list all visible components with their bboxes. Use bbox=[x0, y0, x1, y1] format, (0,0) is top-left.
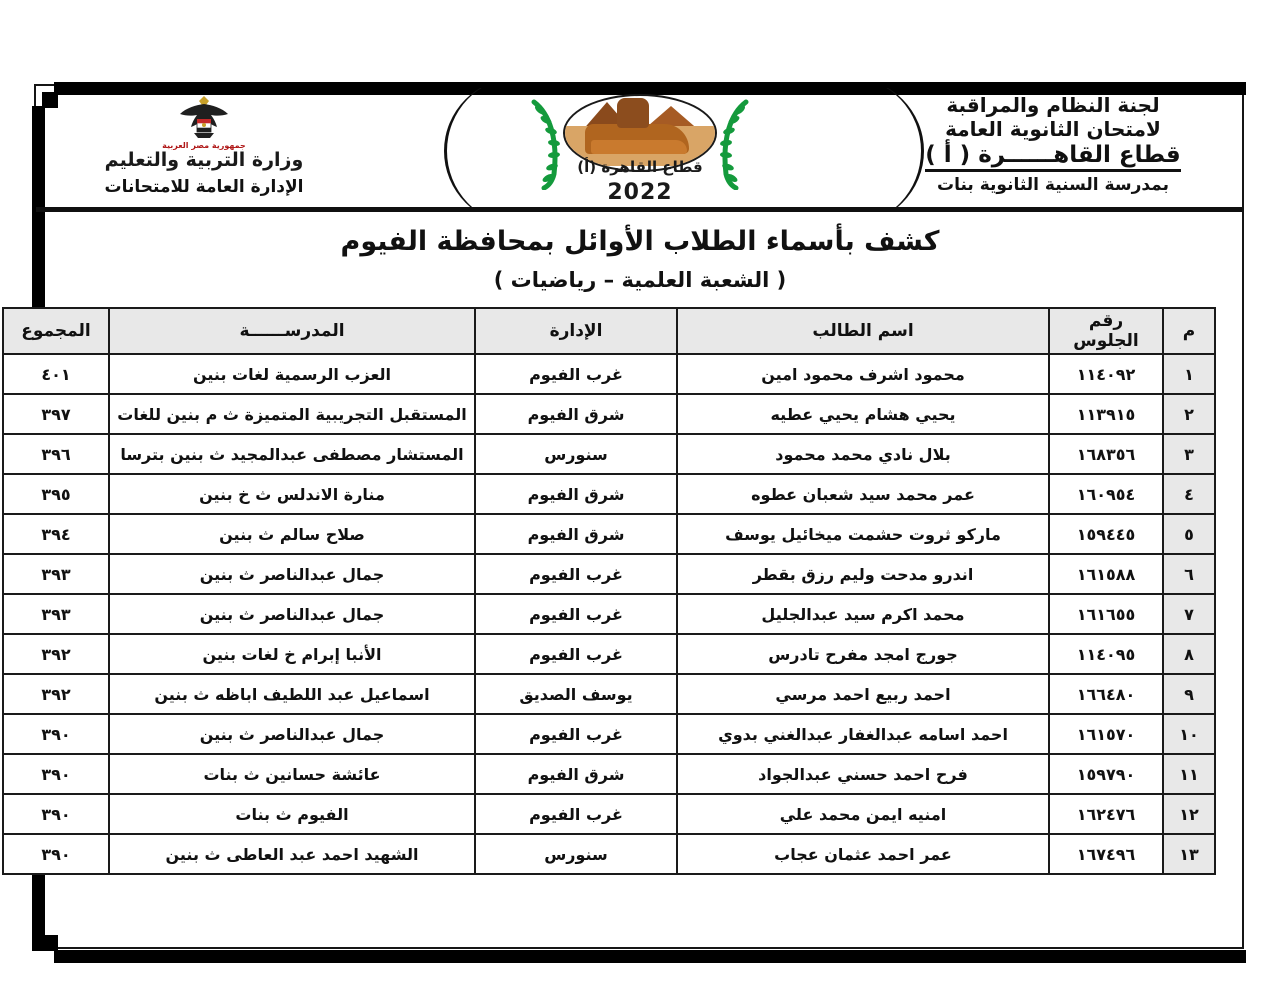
cell-student-name: ماركو ثروت حشمت ميخائيل يوسف bbox=[677, 514, 1049, 554]
committee-sector bbox=[888, 142, 1218, 169]
cell-administration: شرق الفيوم bbox=[475, 394, 677, 434]
table-row bbox=[3, 354, 1215, 394]
cell-index: ٢ bbox=[1163, 394, 1215, 434]
cell-seat-number: ١٦٦٤٨٠ bbox=[1049, 674, 1163, 714]
cell-student-name: بلال نادي محمد محمود bbox=[677, 434, 1049, 474]
frame-bar-bottom bbox=[54, 950, 1246, 963]
top-students-table bbox=[2, 307, 1216, 875]
table-row bbox=[3, 594, 1215, 634]
table-row bbox=[3, 434, 1215, 474]
table-row bbox=[3, 554, 1215, 594]
cell-index: ٨ bbox=[1163, 634, 1215, 674]
table-row bbox=[3, 714, 1215, 754]
cell-school: عائشة حسانين ث بنات bbox=[109, 754, 475, 794]
cell-seat-number: ١٦١٥٨٨ bbox=[1049, 554, 1163, 594]
cell-administration: شرق الفيوم bbox=[475, 474, 677, 514]
cell-index: ٤ bbox=[1163, 474, 1215, 514]
cell-total: ٣٩٢ bbox=[3, 674, 109, 714]
cell-school: صلاح سالم ث بنين bbox=[109, 514, 475, 554]
cell-student-name: احمد اسامه عبدالغفار عبدالغني بدوي bbox=[677, 714, 1049, 754]
cell-seat-number: ١٥٩٤٤٥ bbox=[1049, 514, 1163, 554]
table-header bbox=[3, 308, 1215, 354]
cell-school: جمال عبدالناصر ث بنين bbox=[109, 554, 475, 594]
column-header-student-name: اسم الطالب bbox=[677, 308, 1049, 354]
ministry-header-block bbox=[54, 92, 354, 197]
cell-administration: غرب الفيوم bbox=[475, 594, 677, 634]
cell-total: ٣٩٠ bbox=[3, 754, 109, 794]
cell-total: ٣٩٤ bbox=[3, 514, 109, 554]
column-header-administration: الإدارة bbox=[475, 308, 677, 354]
cell-student-name: احمد ربيع احمد مرسي bbox=[677, 674, 1049, 714]
cell-index: ٩ bbox=[1163, 674, 1215, 714]
table-row bbox=[3, 514, 1215, 554]
cell-student-name: جورج امجد مفرح تادرس bbox=[677, 634, 1049, 674]
sector-emblem bbox=[500, 86, 780, 214]
cell-index: ١٠ bbox=[1163, 714, 1215, 754]
cell-seat-number: ١٦٨٣٥٦ bbox=[1049, 434, 1163, 474]
cell-total: ٣٩٣ bbox=[3, 594, 109, 634]
cell-seat-number: ١٥٩٧٩٠ bbox=[1049, 754, 1163, 794]
cell-school: جمال عبدالناصر ث بنين bbox=[109, 714, 475, 754]
cell-index: ١٣ bbox=[1163, 834, 1215, 874]
column-header-total: المجموع bbox=[3, 308, 109, 354]
table-row bbox=[3, 674, 1215, 714]
table-row bbox=[3, 754, 1215, 794]
cell-student-name: فرح احمد حسني عبدالجواد bbox=[677, 754, 1049, 794]
cell-student-name: محمود اشرف محمود امين bbox=[677, 354, 1049, 394]
cell-school: جمال عبدالناصر ث بنين bbox=[109, 594, 475, 634]
cell-administration: شرق الفيوم bbox=[475, 514, 677, 554]
cell-total: ٣٩٠ bbox=[3, 834, 109, 874]
cell-student-name: محمد اكرم سيد عبدالجليل bbox=[677, 594, 1049, 634]
cell-student-name: عمر احمد عثمان عجاب bbox=[677, 834, 1049, 874]
emblem-caption: قطاع القاهرة (أ) bbox=[577, 158, 703, 176]
cell-administration: غرب الفيوم bbox=[475, 354, 677, 394]
cell-seat-number: ١٦٢٤٧٦ bbox=[1049, 794, 1163, 834]
cell-total: ٣٩٢ bbox=[3, 634, 109, 674]
sphinx-head bbox=[617, 98, 649, 128]
table-header-row bbox=[3, 308, 1215, 354]
table-row bbox=[3, 634, 1215, 674]
ministry-name-label: وزارة التربية والتعليم bbox=[104, 149, 304, 171]
page-subtitle: ( الشعبة العلمية – رياضيات ) bbox=[493, 268, 787, 292]
table-body bbox=[3, 354, 1215, 874]
cell-total: ٣٩٥ bbox=[3, 474, 109, 514]
table-row bbox=[3, 834, 1215, 874]
cell-seat-number: ١١٤٠٩٥ bbox=[1049, 634, 1163, 674]
results-table-container bbox=[21, 307, 1216, 875]
table-row bbox=[3, 394, 1215, 434]
cell-school: الشهيد احمد عبد العاطى ث بنين bbox=[109, 834, 475, 874]
cell-index: ٣ bbox=[1163, 434, 1215, 474]
page-title: كشف بأسماء الطلاب الأوائل بمحافظة الفيوم bbox=[340, 226, 940, 257]
laurel-wreath-left-icon bbox=[530, 98, 564, 190]
cell-seat-number: ١٦١٥٧٠ bbox=[1049, 714, 1163, 754]
column-header-index: م bbox=[1163, 308, 1215, 354]
committee-school: بمدرسة السنية الثانوية بنات bbox=[937, 175, 1169, 196]
eagle-emblem-icon bbox=[54, 92, 354, 144]
column-header-seat-number: رقم الجلوس bbox=[1049, 308, 1163, 354]
committee-line-1: لجنة النظام والمراقبة bbox=[946, 93, 1160, 117]
ministry-department-label: الإدارة العامة للامتحانات bbox=[104, 177, 304, 197]
cell-administration: سنورس bbox=[475, 434, 677, 474]
cell-index: ١١ bbox=[1163, 754, 1215, 794]
cell-index: ١٢ bbox=[1163, 794, 1215, 834]
cell-school: اسماعيل عبد اللطيف اباظه ث بنين bbox=[109, 674, 475, 714]
cell-school: منارة الاندلس ث خ بنين bbox=[109, 474, 475, 514]
cell-student-name: امنيه ايمن محمد علي bbox=[677, 794, 1049, 834]
cell-student-name: يحيي هشام يحيي عطيه bbox=[677, 394, 1049, 434]
cell-administration: سنورس bbox=[475, 834, 677, 874]
sphinx-paws bbox=[591, 140, 687, 154]
cell-total: ٣٩٠ bbox=[3, 714, 109, 754]
committee-sector-text: قطاع القاهــــــرة ( أ ) bbox=[925, 142, 1180, 172]
cell-total: ٣٩٠ bbox=[3, 794, 109, 834]
frame-corner-bottom-left bbox=[42, 935, 58, 951]
cell-seat-number: ١٦٠٩٥٤ bbox=[1049, 474, 1163, 514]
cell-seat-number: ١١٣٩١٥ bbox=[1049, 394, 1163, 434]
cell-administration: غرب الفيوم bbox=[475, 634, 677, 674]
cell-administration: غرب الفيوم bbox=[475, 714, 677, 754]
committee-header-block bbox=[888, 94, 1218, 195]
cell-administration: غرب الفيوم bbox=[475, 794, 677, 834]
cell-index: ١ bbox=[1163, 354, 1215, 394]
emblem-year: 2022 bbox=[607, 180, 673, 205]
cell-index: ٥ bbox=[1163, 514, 1215, 554]
cell-administration: يوسف الصديق bbox=[475, 674, 677, 714]
ministry-country-label: جمهورية مصر العربية bbox=[162, 141, 246, 150]
cell-index: ٧ bbox=[1163, 594, 1215, 634]
cell-student-name: عمر محمد سيد شعبان عطوه bbox=[677, 474, 1049, 514]
column-header-school: المدرســــــة bbox=[109, 308, 475, 354]
cell-index: ٦ bbox=[1163, 554, 1215, 594]
cell-administration: غرب الفيوم bbox=[475, 554, 677, 594]
cell-seat-number: ١١٤٠٩٢ bbox=[1049, 354, 1163, 394]
cell-school: المستشار مصطفى عبدالمجيد ث بنين بترسا bbox=[109, 434, 475, 474]
cell-school: المستقبل التجريبية المتميزة ث م بنين للغات bbox=[109, 394, 475, 434]
cell-student-name: اندرو مدحت وليم رزق بقطر bbox=[677, 554, 1049, 594]
cell-seat-number: ١٦١٦٥٥ bbox=[1049, 594, 1163, 634]
cell-school: الأنبا إبرام خ لغات بنين bbox=[109, 634, 475, 674]
laurel-wreath-right-icon bbox=[716, 98, 750, 190]
cell-total: ٣٩٧ bbox=[3, 394, 109, 434]
cell-total: ٤٠١ bbox=[3, 354, 109, 394]
committee-line-2: لامتحان الثانوية العامة bbox=[945, 116, 1161, 141]
cell-total: ٣٩٣ bbox=[3, 554, 109, 594]
cell-school: الفيوم ث بنات bbox=[109, 794, 475, 834]
cell-seat-number: ١٦٧٤٩٦ bbox=[1049, 834, 1163, 874]
cell-total: ٣٩٦ bbox=[3, 434, 109, 474]
cell-administration: شرق الفيوم bbox=[475, 754, 677, 794]
cell-school: العزب الرسمية لغات بنين bbox=[109, 354, 475, 394]
table-row bbox=[3, 474, 1215, 514]
table-row bbox=[3, 794, 1215, 834]
